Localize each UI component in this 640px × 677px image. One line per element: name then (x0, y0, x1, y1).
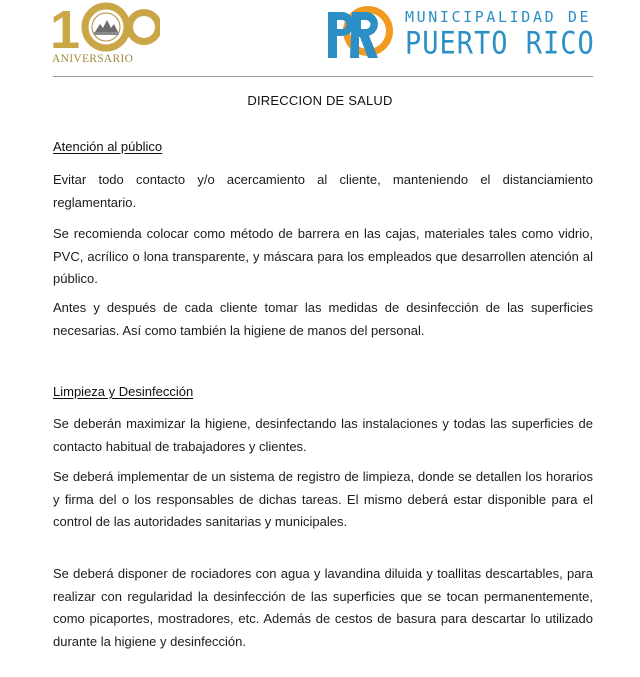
paragraph: Evitar todo contacto y/o acercamiento al cliente, manteniendo el distanciamiento reglamentario. (53, 172, 593, 210)
anniversary-text: ANIVERSARIO (52, 53, 134, 65)
document-title: DIRECCION DE SALUD (247, 93, 393, 108)
svg-text:1: 1 (50, 2, 81, 52)
municipality-name-line2: PUERTO RICO (405, 26, 595, 62)
section-heading-atencion: Atención al público (53, 139, 163, 154)
municipality-emblem-icon (322, 4, 398, 64)
anniversary-logo (50, 2, 160, 68)
municipality-name-line1: MUNICIPALIDAD DE (405, 8, 592, 26)
paragraph: Se deberá implementar de un sistema de registro de limpieza, donde se detallen los horarios y firma del o los responsables de dichas tareas. El mismo deberá estar disponible para el control de las autoridades sanitarias y municipales. (53, 469, 593, 529)
anniversary-100-emblem (50, 2, 160, 52)
paragraph: Se recomienda colocar como método de barrera en las cajas, materiales tales como vidrio, PVC, acrílico o lona transparente, y máscara para los empleados que desarrollen atención al público. (53, 226, 593, 286)
header-divider (53, 76, 593, 77)
paragraph: Se deberá disponer de rociadores con agua y lavandina diluida y toallitas descartables, para realizar con regularidad la desinfección de las superficies que se tocan permanentemente, como picaportes, mostradores, etc. Además de cestos de basura para descartar lo utilizado durante la higiene y desinfección. (53, 566, 593, 649)
page-header (0, 0, 640, 80)
section-heading-limpieza: Limpieza y Desinfección (53, 384, 194, 399)
paragraph: Se deberán maximizar la higiene, desinfectando las instalaciones y todas las superficies de contacto habitual de trabajadores y clientes. (53, 416, 593, 454)
municipality-name (405, 8, 595, 62)
paragraph: Antes y después de cada cliente tomar las medidas de desinfección de las superficies necesarias. Así como también la higiene de manos del personal. (53, 300, 593, 338)
